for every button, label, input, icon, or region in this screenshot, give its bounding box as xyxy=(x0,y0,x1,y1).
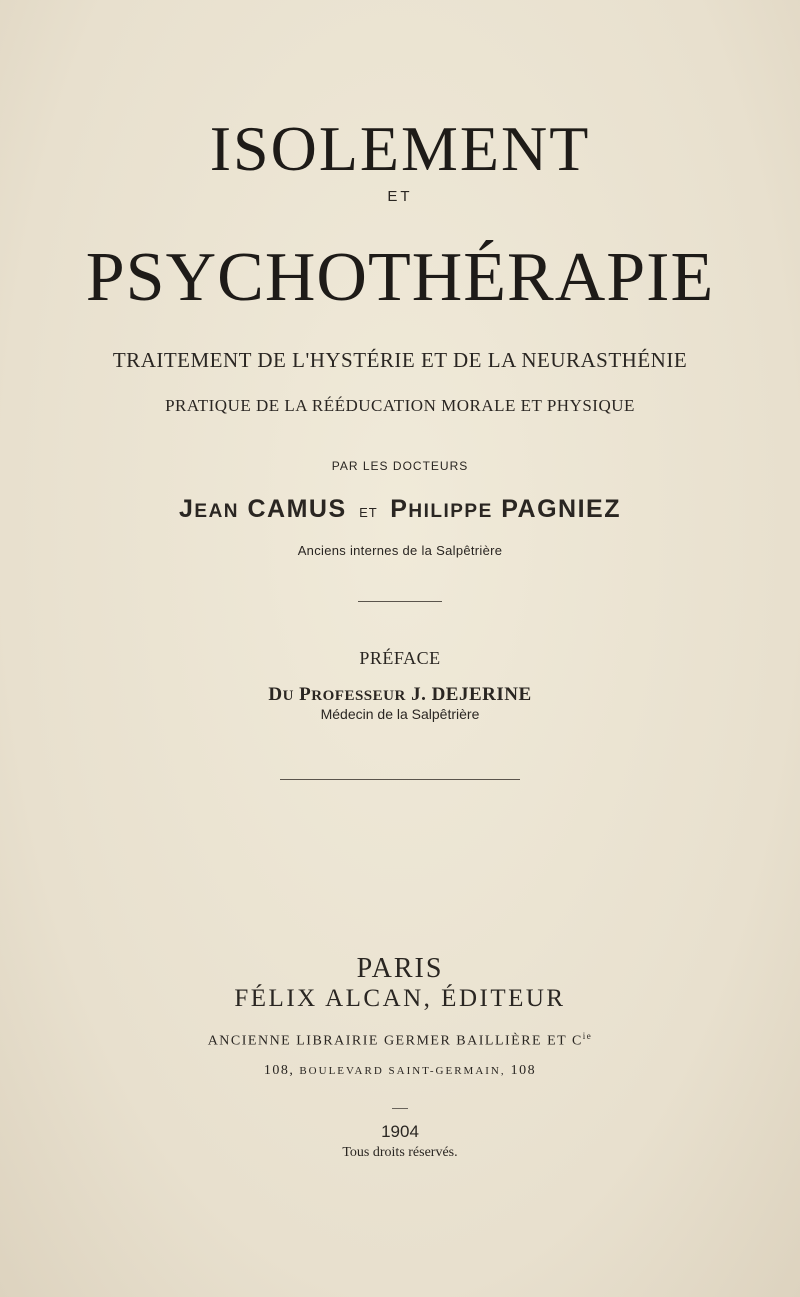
imprint-publisher-former xyxy=(0,1031,800,1050)
address-street: BOULEVARD SAINT-GERMAIN, xyxy=(299,1065,506,1077)
preface-by-initial: D xyxy=(268,684,283,705)
preface-by-rest: U xyxy=(282,688,294,704)
preface-title-rest: ROFESSEUR xyxy=(311,688,406,704)
imprint-publisher: FÉLIX ALCAN, ÉDITEUR xyxy=(234,985,566,1012)
author1-last-name: CAMUS xyxy=(247,495,347,523)
divider-tiny xyxy=(392,1108,408,1109)
subtitle-line-2: PRATIQUE DE LA RÉÉDUCATION MORALE ET PHYSIQUE xyxy=(165,396,635,415)
divider-short xyxy=(358,601,442,602)
imprint-city: PARIS xyxy=(356,953,444,984)
imprint-publisher-sup: ie xyxy=(582,1031,593,1041)
title-conjunction: ET xyxy=(387,188,413,205)
address-number-2: 108 xyxy=(510,1063,537,1078)
authors-conjunction: ET xyxy=(359,505,378,520)
author2-first-rest: HILIPPE xyxy=(408,501,493,522)
authors-names xyxy=(0,495,800,524)
address-number-1: 108, xyxy=(263,1063,295,1078)
authors-intro: PAR LES DOCTEURS xyxy=(331,459,469,473)
main-title-line-2: PSYCHOTHÉRAPIE xyxy=(85,239,715,316)
preface-title-initial: P xyxy=(299,684,312,705)
author2-first-initial: P xyxy=(390,495,409,523)
preface-author-name: J. DEJERINE xyxy=(411,684,532,705)
author1-first-rest: EAN xyxy=(194,501,240,522)
imprint-rights: Tous droits réservés. xyxy=(342,1145,458,1160)
imprint-address xyxy=(0,1063,800,1079)
preface-affiliation: Médecin de la Salpêtrière xyxy=(320,706,480,722)
preface-label: PRÉFACE xyxy=(359,648,441,668)
preface-author xyxy=(0,684,800,706)
main-title-line-1: ISOLEMENT xyxy=(209,113,591,184)
subtitle-line-1: TRAITEMENT DE L'HYSTÉRIE ET DE LA NEURASTHÉNIE xyxy=(112,348,688,372)
author1-first-initial: J xyxy=(179,495,195,523)
imprint-year: 1904 xyxy=(381,1122,419,1141)
imprint-publisher-former-text: ANCIENNE LIBRAIRIE GERMER BAILLIÈRE ET C xyxy=(207,1033,583,1049)
divider-long xyxy=(280,779,520,780)
author2-last-name: PAGNIEZ xyxy=(501,495,621,523)
authors-affiliation: Anciens internes de la Salpêtrière xyxy=(297,543,503,558)
